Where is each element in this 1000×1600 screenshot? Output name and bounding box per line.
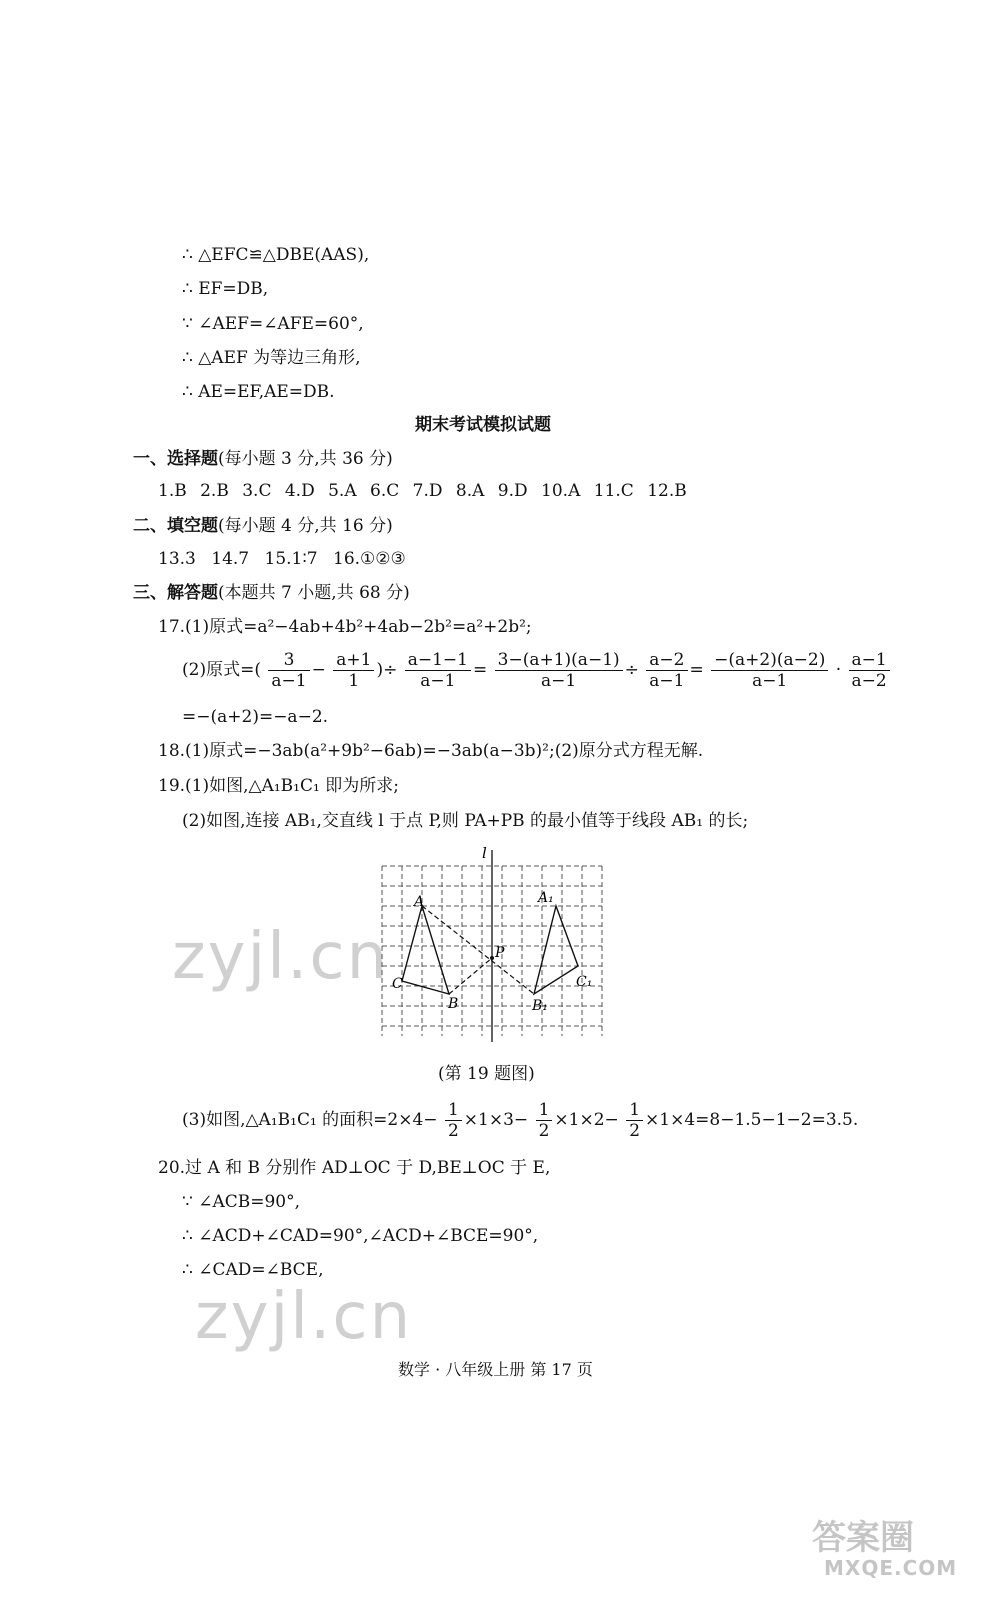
- q20-line-2: ∵ ∠ACB=90°,: [182, 1192, 301, 1212]
- q19-part2: (2)如图,连接 AB₁,交直线 l 于点 P,则 PA+PB 的最小值等于线段 AB₁ 的长;: [182, 811, 749, 831]
- q19-frac-3: $\frac{1}{2}$: [626, 1100, 643, 1141]
- mc-answers: 1.B 2.B 3.C 4.D 5.A 6.C 7.D 8.A 9.D 10.A 11.C 12.B: [158, 481, 687, 501]
- q17-part2: (2)原式=( $\frac{3}{a-1}$ − $\frac{a+1}{1}$ )÷ $\frac{a-1-1}{a-1}$ = $\frac{3-(a+1)(a-1)}{a-1}$ ÷ $\frac{a-2}{a-1}$ = $\frac{-(a+2)(a-2)}{a-1}$ · $\frac{a-1}{a-2}$: [182, 650, 892, 691]
- label-b: B: [448, 996, 459, 1012]
- label-b1: B₁: [532, 998, 548, 1014]
- label-c1: C₁: [576, 974, 593, 990]
- solve-note: (本题共 7 小题,共 68 分): [218, 583, 410, 603]
- proof-line-5: ∴ AE=EF,AE=DB.: [182, 382, 335, 402]
- triangle-a1b1c1: [534, 906, 578, 994]
- q17-prefix: (2)原式=(: [182, 660, 261, 680]
- section-title: 期末考试模拟试题: [415, 415, 551, 435]
- mc-note: (每小题 3 分,共 36 分): [218, 449, 393, 469]
- stamp-logo-text: 答案圈: [812, 1518, 914, 1558]
- label-a1: A₁: [538, 890, 554, 906]
- fill-heading: 二、填空题: [133, 516, 218, 536]
- fill-note: (每小题 4 分,共 16 分): [218, 516, 393, 536]
- label-p: P: [495, 945, 505, 961]
- watermark-2: zyjl.cn: [195, 1280, 413, 1354]
- q20-line-4: ∴ ∠CAD=∠BCE,: [182, 1260, 324, 1280]
- q20-line-1: 20.过 A 和 B 分别作 AD⊥OC 于 D,BE⊥OC 于 E,: [158, 1158, 551, 1178]
- q17-frac-6: $\frac{-(a+2)(a-2)}{a-1}$: [711, 650, 828, 691]
- q17-frac-4: $\frac{3-(a+1)(a-1)}{a-1}$: [495, 650, 623, 691]
- proof-line-2: ∴ EF=DB,: [182, 279, 269, 299]
- q19-part3: (3)如图,△A₁B₁C₁ 的面积=2×4− $\frac{1}{2}$ ×1×3− $\frac{1}{2}$ ×1×2− $\frac{1}{2}$ ×1×4=8−1.5−1−2=3.5.: [182, 1100, 859, 1141]
- q19-frac-2: $\frac{1}{2}$: [536, 1100, 553, 1141]
- q17-frac-5: $\frac{a-2}{a-1}$: [646, 650, 687, 691]
- q17-part1: 17.(1)原式=a²−4ab+4b²+4ab−2b²=a²+2b²;: [158, 617, 532, 637]
- mc-heading: 一、选择题: [133, 449, 218, 469]
- mc-heading-row: [133, 448, 393, 470]
- proof-line-1: ∴ △EFC≌△DBE(AAS),: [182, 245, 370, 265]
- label-c: C: [392, 976, 403, 992]
- q17-frac-7: $\frac{a-1}{a-2}$: [849, 650, 890, 691]
- page-footer: 数学 · 八年级上册 第 17 页: [398, 1360, 593, 1379]
- q19-part1: 19.(1)如图,△A₁B₁C₁ 即为所求;: [158, 776, 399, 796]
- point-p: [490, 956, 494, 960]
- q17-frac-1: $\frac{3}{a-1}$: [268, 650, 309, 691]
- stamp-url: MXQE.COM: [824, 1556, 958, 1580]
- fill-heading-row: [133, 515, 393, 537]
- q19-frac-1: $\frac{1}{2}$: [445, 1100, 462, 1141]
- solve-heading-row: [133, 582, 410, 604]
- q20-line-3: ∴ ∠ACD+∠CAD=90°,∠ACD+∠BCE=90°,: [182, 1226, 539, 1246]
- q18: 18.(1)原式=−3ab(a²+9b²−6ab)=−3ab(a−3b)²;(2)原分式方程无解.: [158, 741, 704, 761]
- proof-line-4: ∴ △AEF 为等边三角形,: [182, 348, 361, 368]
- figure-caption: (第 19 题图): [438, 1064, 535, 1084]
- label-a: A: [414, 894, 425, 910]
- q17-frac-2: $\frac{a+1}{1}$: [333, 650, 374, 691]
- watermark-1: zyjl.cn: [172, 920, 390, 994]
- solve-heading: 三、解答题: [133, 583, 218, 603]
- segment-ab1: [422, 906, 534, 994]
- segment-pb: [449, 958, 492, 994]
- fill-answers: 13.3 14.7 15.1∶7 16.①②③: [158, 549, 406, 569]
- q17-frac-3: $\frac{a-1-1}{a-1}$: [405, 650, 471, 691]
- proof-line-3: ∵ ∠AEF=∠AFE=60°,: [182, 314, 364, 334]
- q19-grid-figure: [370, 840, 620, 1050]
- q17-result: =−(a+2)=−a−2.: [182, 707, 329, 727]
- label-l: l: [482, 844, 487, 862]
